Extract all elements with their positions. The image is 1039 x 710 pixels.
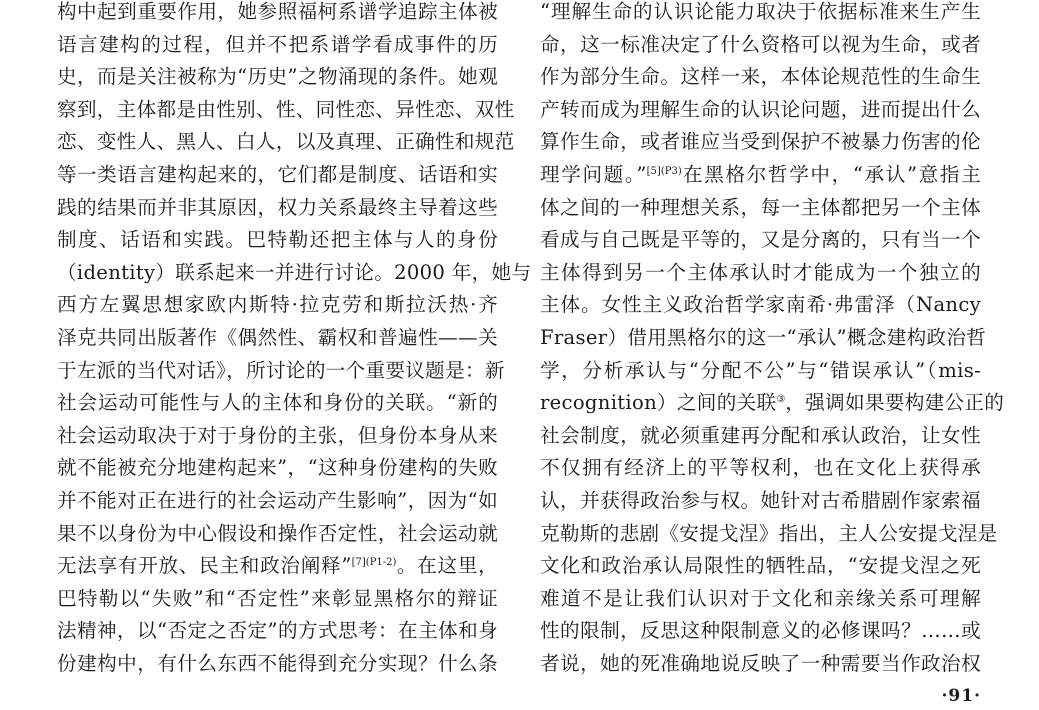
line-text: 史，而是关注被称为“历史”之物涌现的条件。她观 [57, 65, 498, 89]
text-line [540, 61, 981, 94]
line-text: 无法享有开放、民主和政治阐释” [57, 554, 352, 578]
text-line [540, 94, 981, 127]
citation-marker: ③ [776, 394, 786, 406]
text-line [57, 126, 515, 159]
line-text: 等一类语言建构起来的，它们都是制度、话语和实 [57, 162, 498, 186]
text-line [540, 387, 1005, 420]
line-text: recognition）之间的关联 [540, 391, 777, 415]
text-line [57, 192, 498, 225]
text-line [540, 192, 981, 225]
line-text: 难道不是让我们认识对于文化和亲缘关系可理解 [540, 586, 981, 610]
left-text-column [57, 0, 532, 680]
line-text: 文化和政治承认局限性的牺牲品，“安提戈涅之死 [540, 554, 981, 578]
line-text: 认，并获得政治参与权。她针对古希腊剧作家索福 [540, 488, 981, 512]
text-line [540, 648, 981, 681]
line-text: 果不以身份为中心假设和操作否定性，社会运动就 [57, 521, 498, 545]
line-text: 践的结果而并非其原因，权力关系最终主导着这些 [57, 195, 498, 219]
text-line [57, 355, 505, 388]
text-line [57, 615, 498, 648]
text-line [57, 257, 532, 290]
line-text: 看成与自己既是平等的，又是分离的，只有当一个 [540, 228, 981, 252]
line-text: 性的限制，反思这种限制意义的必修课吗？……或 [540, 619, 981, 643]
page-number: ·91· [941, 686, 981, 706]
text-line [57, 322, 498, 355]
line-text: （identity）联系起来一并进行讨论。2000 年，她与 [57, 260, 532, 284]
text-line [57, 550, 498, 583]
line-text: Fraser）借用黑格尔的这一“承认”概念建构政治哲 [540, 325, 987, 349]
line-text: 者说，她的死准确地说反映了一种需要当作政治权 [540, 651, 981, 675]
line-text: 克勒斯的悲剧《安提戈涅》指出，主人公安提戈涅是 [540, 521, 998, 545]
line-text: 巴特勒以“失败”和“否定性”来彰显黑格尔的辩证 [57, 586, 498, 610]
line-text: 命，这一标准决定了什么资格可以视为生命，或者 [540, 32, 981, 56]
text-line [540, 0, 981, 29]
text-line [540, 355, 981, 388]
line-text-continued: ，强调如果要构建公正的 [785, 391, 1005, 415]
line-text-continued: 在黑格尔哲学中，“承认”意指主 [681, 162, 981, 186]
line-text: “理解生命的认识论能力取决于依据标准来生产生 [540, 0, 981, 23]
text-line [540, 583, 981, 616]
text-line [540, 289, 981, 322]
text-line [57, 452, 498, 485]
line-text: 就不能被充分地建构起来”，“这种身份建构的失败 [57, 456, 498, 480]
text-line [540, 452, 981, 485]
text-line [57, 518, 498, 551]
text-line [57, 94, 515, 127]
text-line [540, 518, 998, 551]
text-line [540, 550, 981, 583]
text-line [540, 257, 981, 290]
text-line [540, 126, 981, 159]
line-text: 语言建构的过程，但并不把系谱学看成事件的历 [57, 32, 498, 56]
citation-marker: [7](P1-2) [351, 557, 397, 569]
line-text: 产转而成为理解生命的认识论问题，进而提出什么 [540, 97, 981, 121]
text-line [540, 322, 987, 355]
line-text: 恋、变性人、黑人、白人，以及真理、正确性和规范 [57, 130, 515, 154]
text-line [540, 615, 981, 648]
line-text: 不仅拥有经济上的平等权利，也在文化上获得承 [540, 456, 981, 480]
text-line [57, 648, 498, 681]
text-line [57, 159, 498, 192]
line-text: 察到，主体都是由性别、性、同性恋、异性恋、双性 [57, 97, 515, 121]
line-text: 体之间的一种理想关系，每一主体都把另一个主体 [540, 195, 981, 219]
line-text: 算作生命，或者谁应当受到保护不被暴力伤害的伦 [540, 130, 981, 154]
text-line [57, 0, 498, 29]
text-line [57, 485, 498, 518]
text-line [57, 29, 498, 62]
line-text: 作为部分生命。这样一来，本体论规范性的生命生 [540, 65, 981, 89]
text-line [540, 29, 981, 62]
text-line [57, 420, 498, 453]
text-line [540, 485, 981, 518]
line-text: 份建构中，有什么东西不能得到充分实现？什么条 [57, 651, 498, 675]
text-line [57, 387, 498, 420]
text-line [57, 583, 498, 616]
line-text: 社会运动可能性与人的主体和身份的关联。“新的 [57, 391, 498, 415]
line-text: 并不能对正在进行的社会运动产生影响”，因为“如 [57, 488, 498, 512]
line-text: 主体得到另一个主体承认时才能成为一个独立的 [540, 260, 981, 284]
line-text: 西方左翼思想家欧内斯特·拉克劳和斯拉沃热·齐 [57, 293, 498, 317]
line-text: 社会制度，就必须重建再分配和承认政治，让女性 [540, 423, 981, 447]
line-text: 理学问题。” [540, 162, 647, 186]
text-line [57, 61, 498, 94]
text-line [540, 420, 981, 453]
line-text: 泽克共同出版著作《偶然性、霸权和普遍性——关 [57, 325, 498, 349]
line-text: 学，分析承认与“分配不公”与“错误承认”（mis- [540, 358, 981, 382]
line-text: 法精神，以“否定之否定”的方式思考：在主体和身 [57, 619, 498, 643]
citation-marker: [5](P3) [646, 165, 682, 177]
text-line [57, 224, 498, 257]
line-text: 社会运动取决于对于身份的主张，但身份本身从来 [57, 423, 498, 447]
line-text: 构中起到重要作用，她参照福柯系谱学追踪主体被 [57, 0, 498, 23]
line-text: 制度、话语和实践。巴特勒还把主体与人的身份 [57, 228, 498, 252]
line-text: 于左派的当代对话》，所讨论的一个重要议题是：新 [57, 358, 505, 382]
text-line [540, 159, 981, 192]
text-line [57, 289, 498, 322]
line-text-continued: 。在这里， [396, 554, 498, 578]
line-text: 主体。女性主义政治哲学家南希·弗雷泽（Nancy [540, 293, 981, 317]
right-text-column [540, 0, 1005, 680]
text-line [540, 224, 981, 257]
